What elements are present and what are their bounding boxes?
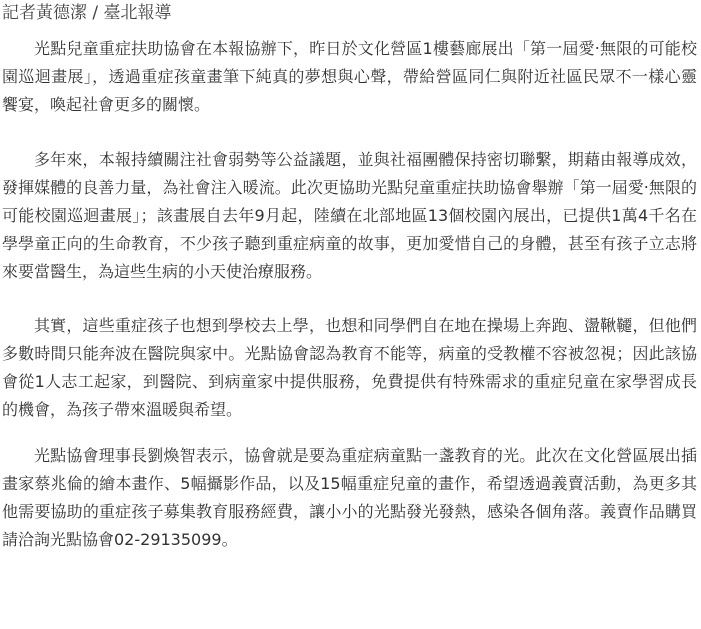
- paragraph-1: 光點兒童重症扶助協會在本報協辦下，昨日於文化營區1樓藝廊展出「第一屆愛‧無限的可能校園巡迴畫展」，透過重症孩童畫筆下純真的夢想與心聲，帶給營區同仁與附近社區民眾不一樣心靈饗宴，喚起社會更多的關懷。: [2, 39, 697, 114]
- paragraph-3: 其實，這些重症孩子也想到學校去上學，也想和同學們自在地在操場上奔跑、盪鞦韆，但他們多數時間只能奔波在醫院與家中。光點協會認為教育不能等，病童的受教權不容被忽視；因此該協會從1人志工起家，到醫院、到病童家中提供服務，免費提供有特殊需求的重症兒童在家學習成長的機會，為孩子帶來溫暖與希望。: [2, 316, 697, 419]
- paragraph-2: 多年來，本報持續關注社會弱勢等公益議題，並與社福團體保持密切聯繫，期藉由報導成效，發揮媒體的良善力量，為社會注入暖流。此次更協助光點兒童重症扶助協會舉辦「第一屆愛‧無限的可能校園巡迴畫展」；該畫展自去年9月起，陸續在北部地區13個校園內展出，已提供1萬4千名在學學童正向的生命教育，不少孩子聽到重症病童的故事，更加愛惜自己的身體，甚至有孩子立志將來要當醫生，為這些生病的小天使治療服務。: [2, 150, 697, 281]
- byline: 記者黃德潔 / 臺北報導: [2, 3, 172, 23]
- paragraph-4: 光點協會理事長劉煥智表示，協會就是要為重症病童點一盞教育的光。此次在文化營區展出插畫家蔡兆倫的繪本畫作、5幅攝影作品，以及15幅重症兒童的畫作，希望透過義賣活動，為更多其他需要協助的重症孩子募集教育服務經費，讓小小的光點發光發熱，感染各個角落。義賣作品購買請洽詢光點協會02-29135099。: [2, 446, 697, 549]
